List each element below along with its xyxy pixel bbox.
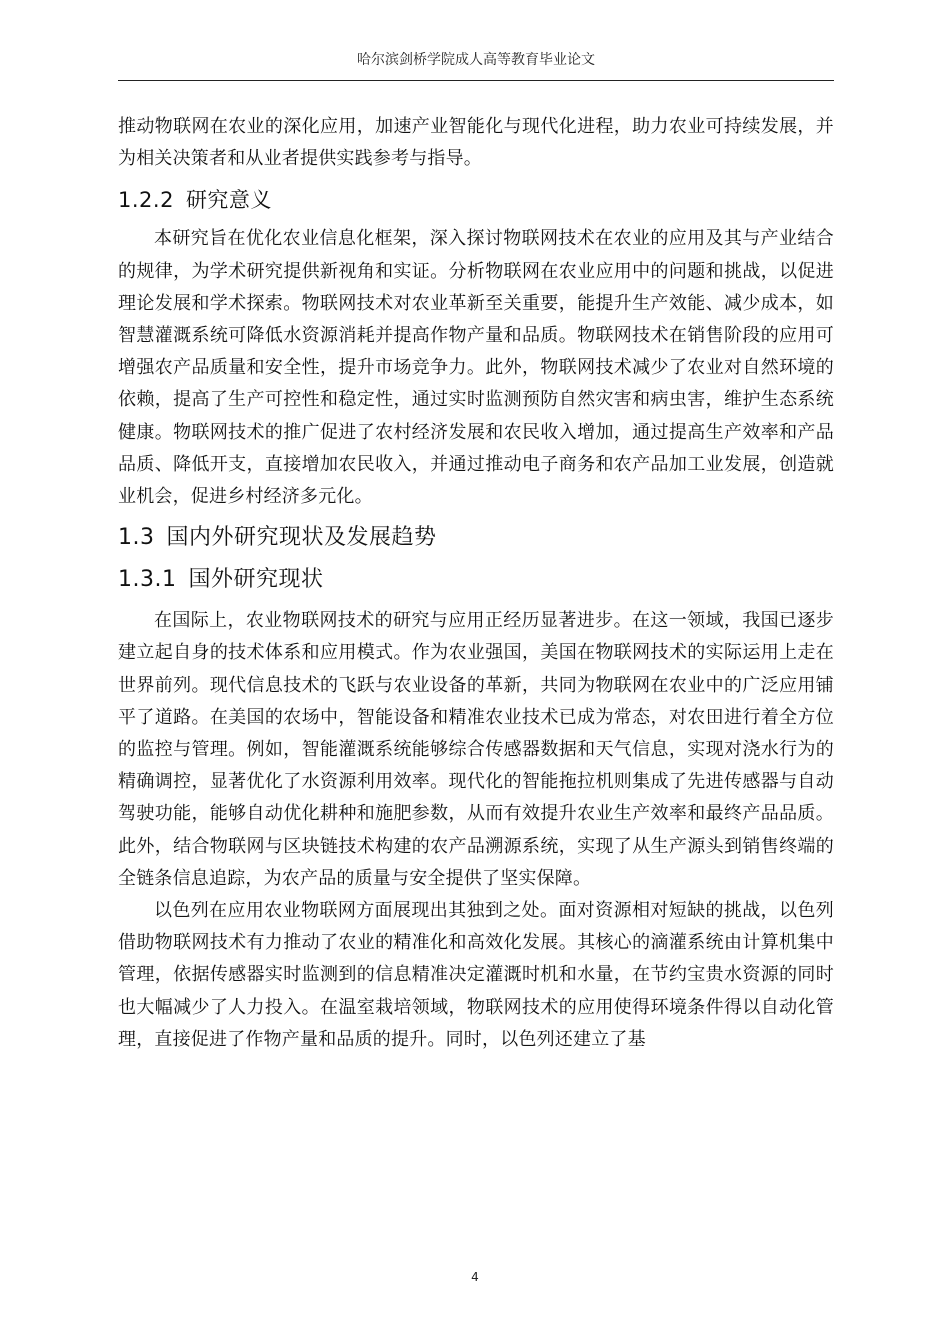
foreign-research-paragraph-2: 以色列在应用农业物联网方面展现出其独到之处。面对资源相对短缺的挑战，以色列借助物联网技术有力推动了农业的精准化和高效化发展。其核心的滴灌系统由计算机集中管理，依据传感器实时监测到的信息精准决定灌溉时机和水量，在节约宝贵水资源的同时也大幅减少了人力投入。在温室栽培领域，物联网技术的应用使得环境条件得以自动化管理，直接促进了作物产量和品质的提升。同时，以色列还建立了基 [118, 900, 834, 1050]
document-body [118, 111, 834, 1056]
heading-1-3-1 [118, 563, 834, 597]
heading-1-3 [118, 521, 834, 555]
page-header [118, 50, 834, 81]
heading-1-3-1-title: 国外研究现状 [188, 567, 324, 593]
heading-1-3-title: 国内外研究现状及发展趋势 [166, 525, 437, 551]
foreign-research-paragraph-1: 在国际上，农业物联网技术的研究与应用正经历显著进步。在这一领域，我国已逐步建立起自身的技术体系和应用模式。作为农业强国，美国在物联网技术的实际运用上走在世界前列。现代信息技术的飞跃与农业设备的革新，共同为物联网在农业中的广泛应用铺平了道路。在美国的农场中，智能设备和精准农业技术已成为常态，对农田进行着全方位的监控与管理。例如，智能灌溉系统能够综合传感器数据和天气信息，实现对浇水行为的精确调控，显著优化了水资源利用效率。现代化的智能拖拉机则集成了先进传感器与自动驾驶功能，能够自动优化耕种和施肥参数，从而有效提升农业生产效率和最终产品品质。此外，结合物联网与区块链技术构建的农产品溯源系统，实现了从生产源头到销售终端的全链条信息追踪，为农产品的质量与安全提供了坚实保障。 [118, 610, 834, 889]
research-significance-paragraph: 本研究旨在优化农业信息化框架，深入探讨物联网技术在农业的应用及其与产业结合的规律，为学术研究提供新视角和实证。分析物联网在农业应用中的问题和挑战，以促进理论发展和学术探索。物联网技术对农业革新至关重要，能提升生产效能、减少成本，如智慧灌溉系统可降低水资源消耗并提高作物产量和品质。物联网技术在销售阶段的应用可增强农产品质量和安全性，提升市场竞争力。此外，物联网技术减少了农业对自然环境的依赖，提高了生产可控性和稳定性，通过实时监测预防自然灾害和病虫害，维护生态系统健康。物联网技术的推广促进了农村经济发展和农民收入增加，通过提高生产效率和产品品质、降低开支，直接增加农民收入，并通过推动电子商务和农产品加工业发展，创造就业机会，促进乡村经济多元化。 [118, 228, 834, 508]
heading-1-3-1-number: 1.3.1 [118, 567, 177, 593]
heading-1-3-number: 1.3 [118, 525, 155, 551]
page-number: 4 [471, 1270, 479, 1284]
heading-1-2-2-number: 1.2.2 [118, 188, 174, 213]
heading-1-2-2 [118, 185, 834, 215]
header-title: 哈尔滨剑桥学院成人高等教育毕业论文 [357, 52, 595, 68]
continuation-paragraph: 推动物联网在农业的深化应用，加速产业智能化与现代化进程，助力农业可持续发展，并为相关决策者和从业者提供实践参考与指导。 [118, 116, 834, 170]
heading-1-2-2-title: 研究意义 [185, 188, 272, 213]
